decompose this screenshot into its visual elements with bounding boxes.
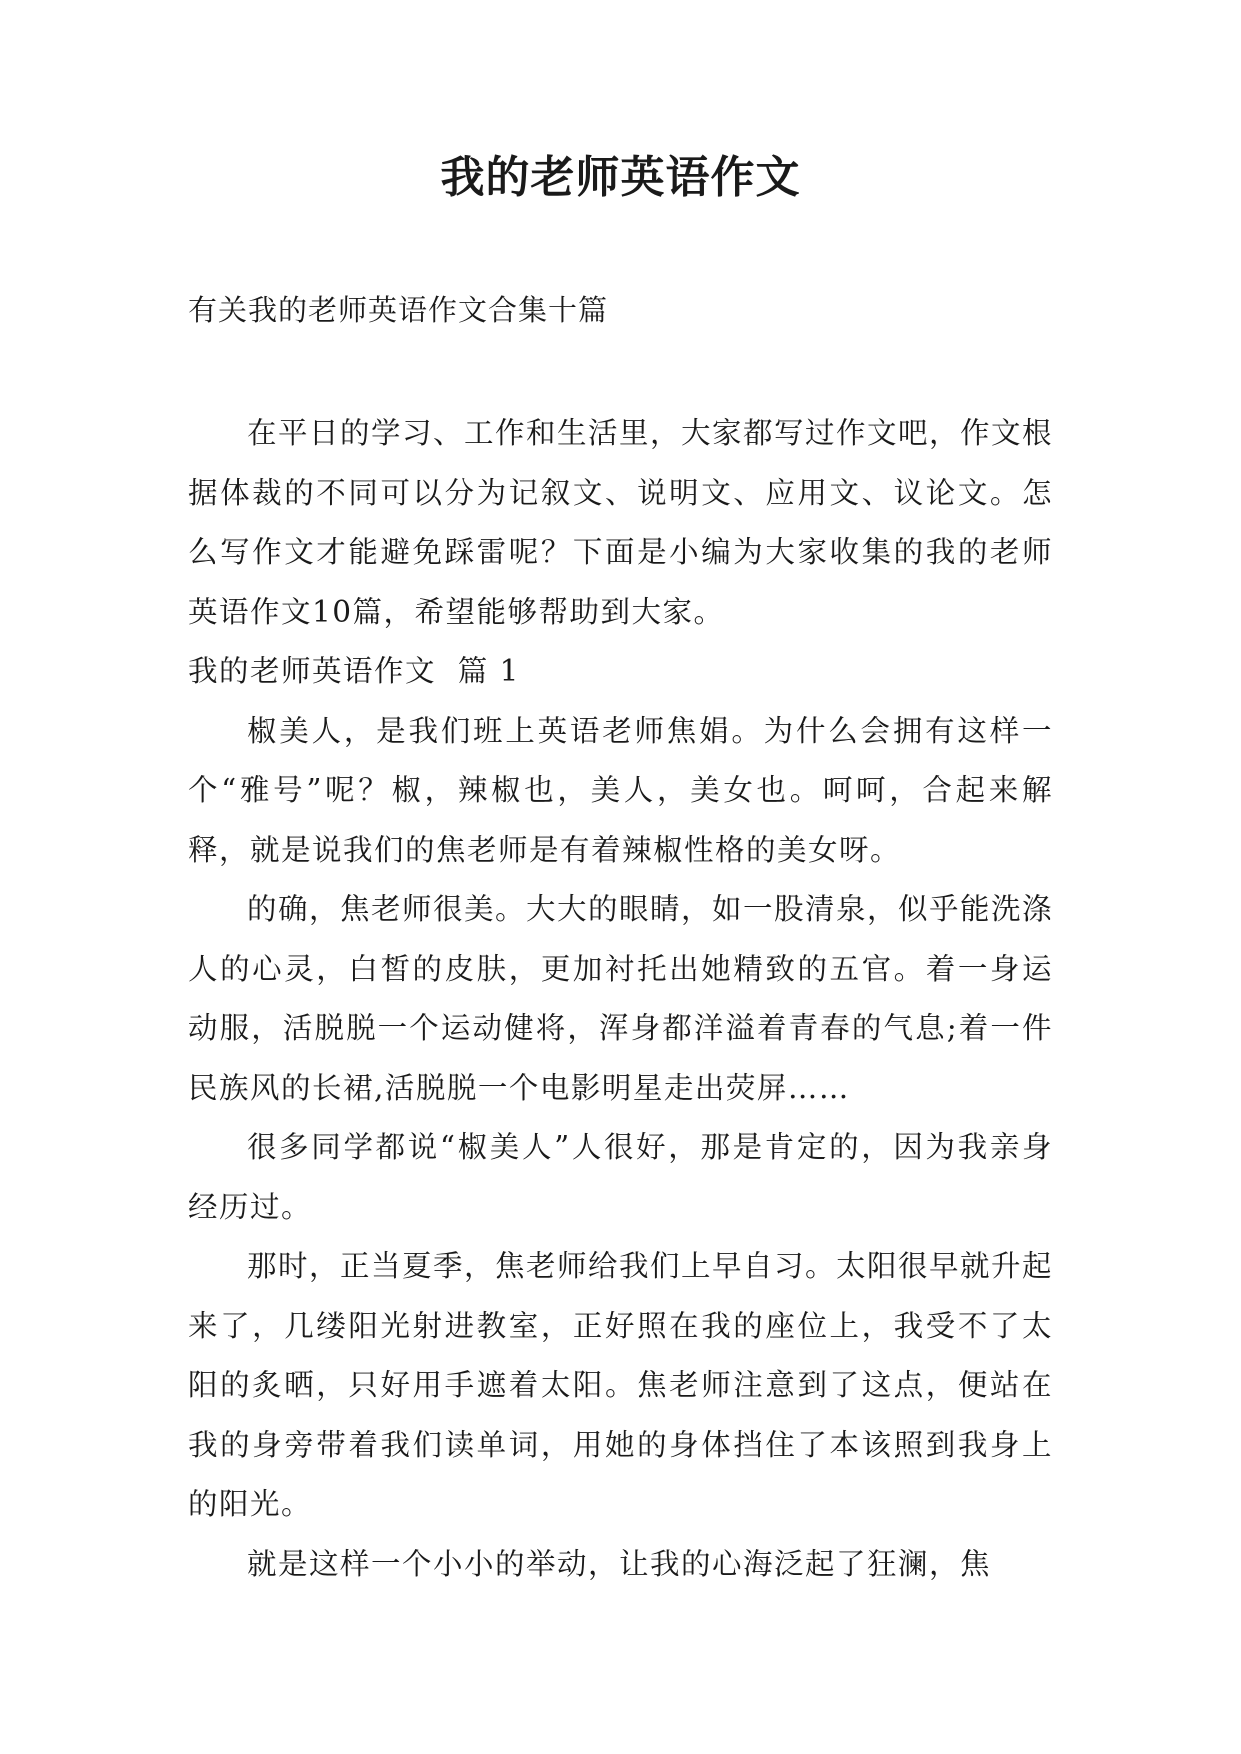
body-paragraph: 那时，正当夏季，焦老师给我们上早自习。太阳很早就升起来了，几缕阳光射进教室，正好照在我的座位上，我受不了太阳的炙晒，只好用手遮着太阳。焦老师注意到了这点，便站在我的身旁带着我们读单词，用她的身体挡住了本该照到我身上的阳光。 xyxy=(188,1249,1054,1521)
body-paragraph: 椒美人，是我们班上英语老师焦娟。为什么会拥有这样一个“雅号”呢？椒，辣椒也，美人，美女也。呵呵，合起来解释，就是说我们的焦老师是有着辣椒性格的美女呀。 xyxy=(188,713,1053,867)
section-heading: 我的老师英语作文 篇 1 xyxy=(188,654,520,688)
document-title: 我的老师英语作文 xyxy=(440,152,801,203)
intro-paragraph: 在平日的学习、工作和生活里，大家都写过作文吧，作文根据体裁的不同可以分为记叙文、说明文、应用文、议论文。怎么写作文才能避免踩雷呢？下面是小编为大家收集的我的老师英语作文10篇，希望能够帮助到大家。 xyxy=(188,416,1054,629)
body-paragraph: 就是这样一个小小的举动，让我的心海泛起了狂澜，焦 xyxy=(247,1546,992,1581)
body-paragraph: 的确，焦老师很美。大大的眼睛，如一股清泉，似乎能洗涤人的心灵，白皙的皮肤，更加衬托出她精致的五官。着一身运动服，活脱脱一个运动健将，浑身都洋溢着青春的气息;着一件民族风的长裙,活脱脱一个电影明星走出荧屏…… xyxy=(188,892,1054,1105)
document-subtitle: 有关我的老师英语作文合集十篇 xyxy=(188,293,609,327)
body-paragraph: 很多同学都说“椒美人”人很好，那是肯定的，因为我亲身经历过。 xyxy=(188,1130,1053,1224)
document-body xyxy=(188,404,1053,1594)
